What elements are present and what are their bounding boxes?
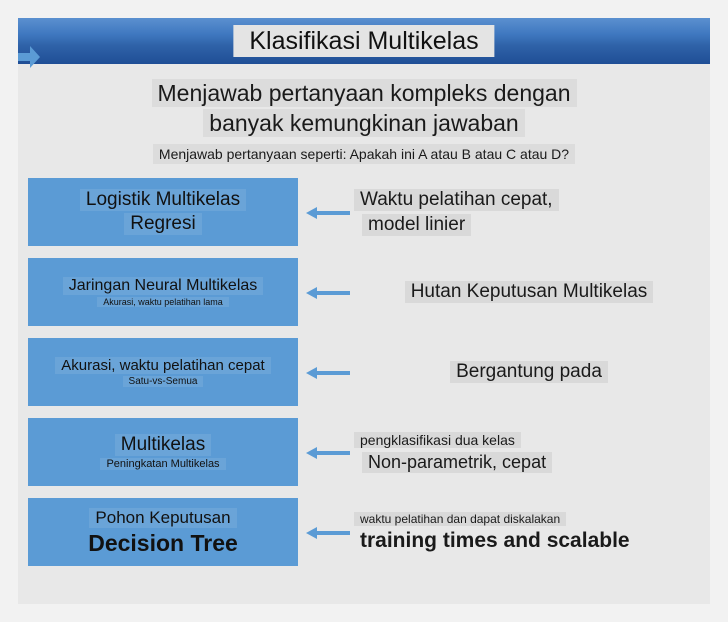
left-pointing-arrow-icon [306, 446, 350, 460]
left-pointing-arrow-icon [306, 526, 350, 540]
left-arrow-icon [18, 44, 40, 70]
subheadline-text: Menjawab pertanyaan seperti: Apakah ini A atau B atau C atau D? [153, 144, 575, 164]
blue-box-line-2: Peningkatan Multikelas [100, 458, 225, 470]
diagram-row [18, 498, 710, 570]
subheadline [18, 146, 710, 162]
slide-canvas [18, 18, 710, 604]
title-bar [18, 18, 710, 64]
diagram-row [18, 418, 710, 490]
headline-line-2-text: banyak kemungkinan jawaban [203, 109, 524, 137]
row-annotation [354, 338, 704, 406]
annotation-line-2: model linier [362, 214, 471, 236]
blue-box-line-2: Regresi [124, 213, 201, 235]
headline-line-2 [18, 110, 710, 137]
annotation-line-1: pengklasifikasi dua kelas [354, 432, 521, 448]
annotation-line-1: Bergantung pada [450, 361, 608, 383]
blue-box[interactable] [28, 178, 298, 246]
blue-box-line-2: Akurasi, waktu pelatihan lama [97, 297, 229, 307]
blue-box-line-2: Satu-vs-Semua [123, 376, 204, 387]
annotation-line-2: training times and scalable [360, 528, 630, 552]
blue-box[interactable] [28, 338, 298, 406]
left-pointing-arrow-icon [306, 286, 350, 300]
row-annotation [354, 258, 704, 326]
annotation-line-1: waktu pelatihan dan dapat diskalakan [354, 512, 566, 526]
blue-box-line-1: Logistik Multikelas [80, 189, 246, 211]
diagram-row [18, 338, 710, 410]
left-pointing-arrow-icon [306, 206, 350, 220]
diagram-row [18, 178, 710, 250]
blue-box[interactable] [28, 498, 298, 566]
blue-box[interactable] [28, 258, 298, 326]
row-annotation [354, 178, 704, 246]
blue-box[interactable] [28, 418, 298, 486]
annotation-line-2: Non-parametrik, cepat [362, 452, 552, 473]
left-pointing-arrow-icon [306, 366, 350, 380]
blue-box-line-1: Pohon Keputusan [89, 508, 236, 528]
row-annotation [354, 418, 704, 486]
page-title: Klasifikasi Multikelas [233, 25, 494, 57]
blue-box-line-2: Decision Tree [88, 529, 238, 556]
blue-box-line-1: Jaringan Neural Multikelas [63, 277, 264, 295]
diagram-row [18, 258, 710, 330]
annotation-line-1: Waktu pelatihan cepat, [354, 189, 559, 211]
headline-line-1-text: Menjawab pertanyaan kompleks dengan [152, 79, 577, 107]
blue-box-line-1: Akurasi, waktu pelatihan cepat [55, 357, 270, 374]
blue-box-line-1: Multikelas [115, 434, 211, 456]
headline-line-1 [18, 80, 710, 107]
annotation-line-1: Hutan Keputusan Multikelas [405, 281, 654, 303]
row-annotation [354, 498, 704, 566]
